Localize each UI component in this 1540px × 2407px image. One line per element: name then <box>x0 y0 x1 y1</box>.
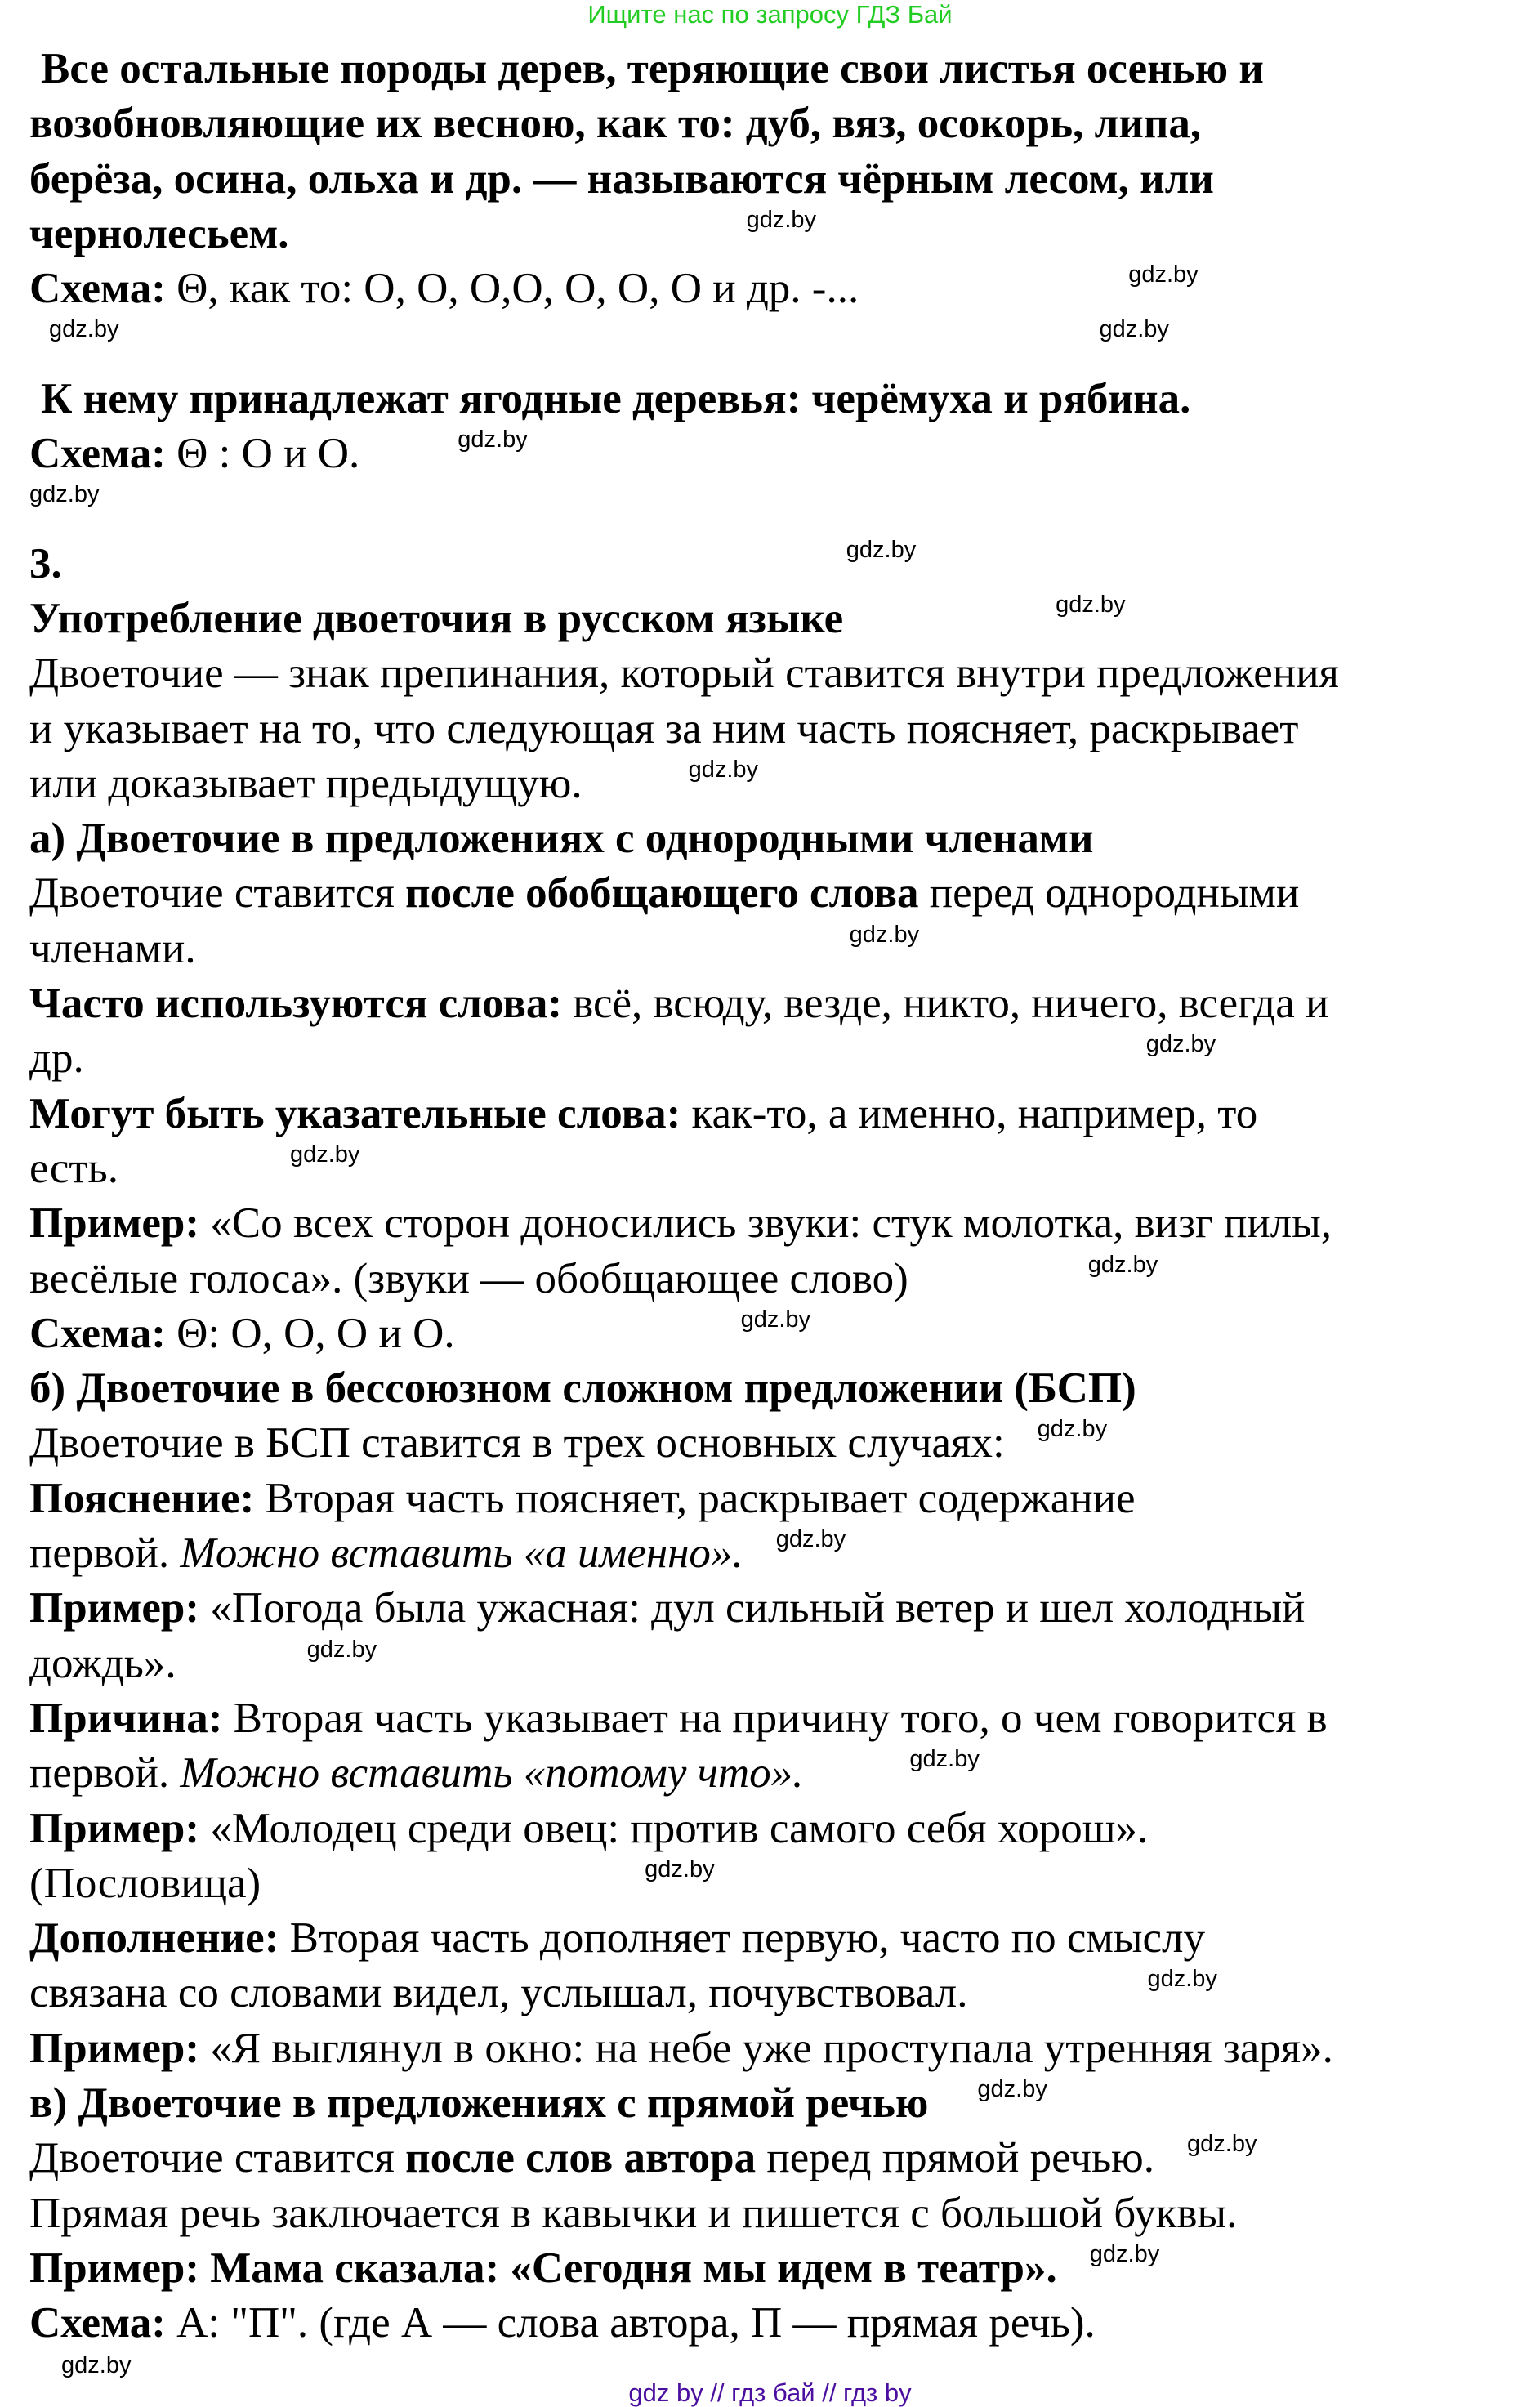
text-line <box>29 1911 1516 1966</box>
watermark: gdz.by <box>746 206 817 233</box>
text: перед однородными <box>918 869 1300 918</box>
text: Вторая часть указывает на причину того, о чем говорится в <box>222 1694 1328 1742</box>
text-line <box>29 1361 1516 1416</box>
text: перед прямой речью. <box>756 2134 1155 2182</box>
bold-text: а) Двоеточие в предложениях с однородными членами <box>29 815 1094 863</box>
text: Θ: О, О, О и О. <box>165 1309 455 1357</box>
watermark: gdz.by <box>849 921 920 948</box>
bold-text: б) Двоеточие в бессоюзном сложном предложении (БСП) <box>29 1364 1136 1413</box>
text-line <box>29 2131 1516 2186</box>
bold-text: возобновляющие их весною, как то: дуб, вяз, осокорь, липа, <box>29 100 1202 148</box>
watermark: gdz.by <box>1145 1031 1216 1058</box>
bold-text: Схема: <box>29 265 177 313</box>
text-line <box>29 1196 1516 1251</box>
text-line <box>29 866 1516 921</box>
text-line <box>29 702 1516 757</box>
text: «Молодец среди овец: против самого себя хорош». <box>199 1804 1149 1852</box>
text-line <box>29 2021 1516 2076</box>
text: Двоеточие в БСП ставится в трех основных случаях: <box>29 1419 1005 1467</box>
bold-text: Схема: <box>29 2299 166 2347</box>
text-line <box>29 261 1516 316</box>
text-line <box>29 2296 1516 2351</box>
bold-text: Пример: <box>29 1804 199 1852</box>
text-line <box>29 1856 1516 1911</box>
text-line <box>29 2076 1516 2131</box>
text: всё, всюду, везде, никто, ничего, всегда и <box>562 980 1329 1028</box>
text-line <box>29 96 1516 151</box>
bold-text: Пояснение: <box>29 1474 255 1522</box>
text-line <box>29 1581 1516 1636</box>
text-line <box>29 976 1516 1031</box>
text: А: "П". (где А — слова автора, П — прямая речь). <box>165 2299 1096 2347</box>
text: весёлые голоса». (звуки — обобщающее слово) <box>29 1254 908 1302</box>
text-line <box>29 2241 1516 2296</box>
bold-text: после обобщающего слова <box>405 869 919 918</box>
text: Θ : О и О. <box>176 430 360 478</box>
blank-line <box>29 316 1516 371</box>
bold-text: чернолесьем. <box>29 209 289 257</box>
bold-text: Причина: <box>29 1694 223 1742</box>
watermark: gdz.by <box>1099 316 1169 343</box>
watermark: gdz.by <box>1128 261 1199 288</box>
text: первой. <box>29 1529 181 1578</box>
watermark: gdz.by <box>909 1746 980 1773</box>
watermark: gdz.by <box>289 1141 360 1168</box>
document-body <box>29 42 1516 2351</box>
watermark: gdz.by <box>688 756 759 783</box>
text-line <box>29 1471 1516 1526</box>
text-line <box>29 372 1516 426</box>
text: дождь». <box>29 1639 176 1687</box>
bold-text: Употребление двоеточия в русском языке <box>29 594 844 642</box>
watermark: gdz.by <box>306 1636 377 1663</box>
text-line <box>29 757 1516 811</box>
text-line <box>29 1691 1516 1746</box>
text-line <box>29 426 1516 481</box>
text-line <box>29 42 1516 96</box>
text-line <box>29 646 1516 701</box>
watermark: gdz.by <box>1087 1251 1158 1278</box>
text-line <box>29 1252 1516 1306</box>
watermark: gdz.by <box>1187 2131 1257 2158</box>
text-line <box>29 1306 1516 1361</box>
text: связана со словами видел, услышал, почувствовал. <box>29 1969 968 2017</box>
text: др. <box>29 1034 84 1083</box>
text: Двоеточие ставится <box>29 2134 406 2182</box>
watermark: gdz.by <box>458 426 528 453</box>
text: (Пословица) <box>29 1859 261 1907</box>
text-line <box>29 1746 1516 1801</box>
text: членами. <box>29 924 196 972</box>
watermark: gdz.by <box>29 481 100 508</box>
blank-line <box>29 481 1516 536</box>
watermark: gdz.by <box>49 316 119 343</box>
text: Двоеточие ставится <box>29 869 406 918</box>
text-line <box>29 1416 1516 1471</box>
watermark: gdz.by <box>61 2352 132 2378</box>
bold-text: 3. <box>29 539 62 587</box>
text: и указывает на то, что следующая за ним часть поясняет, раскрывает <box>29 704 1299 752</box>
bold-text: Схема: <box>29 430 177 478</box>
italic-text: Можно вставить «потому что». <box>180 1749 804 1797</box>
bold-text: Пример: <box>29 1199 199 1248</box>
bold-text: Дополнение: <box>29 1914 279 1963</box>
text: первой. <box>29 1749 181 1797</box>
bold-text: берёза, осина, ольха и др. — называются чёрным лесом, или <box>29 154 1214 203</box>
bold-text: Пример: <box>29 1584 199 1632</box>
watermark: gdz.by <box>846 536 917 563</box>
text-line <box>29 2186 1516 2241</box>
watermark: gdz.by <box>1089 2240 1160 2267</box>
text: «Со всех сторон доносились звуки: стук молотка, визг пилы, <box>199 1199 1332 1248</box>
bold-text: в) Двоеточие в предложениях с прямой речью <box>29 2079 929 2127</box>
bold-text: Часто используются слова: <box>29 980 562 1028</box>
watermark: gdz.by <box>1037 1416 1108 1443</box>
watermark: gdz.by <box>977 2075 1047 2102</box>
text: Двоеточие — знак препинания, который ставится внутри предложения <box>29 650 1339 698</box>
bold-text: К нему принадлежат ягодные деревья: черёмуха и рябина. <box>41 374 1191 422</box>
text-line <box>29 1087 1516 1141</box>
bold-text: Все остальные породы дерев, теряющие свои листья осенью и <box>41 45 1264 92</box>
text: есть. <box>29 1144 118 1192</box>
bold-text: Схема: <box>29 1309 166 1357</box>
bold-text: Пример: <box>29 2024 199 2072</box>
text-line <box>29 207 1516 261</box>
text-line <box>29 152 1516 207</box>
text: Вторая часть поясняет, раскрывает содержание <box>254 1474 1136 1522</box>
text: «Я выглянул в окно: на небе уже проступала утренняя заря». <box>199 2024 1333 2072</box>
text-line <box>29 592 1516 646</box>
bold-text: Могут быть указательные слова: <box>29 1089 681 1137</box>
bold-text: Пример: Мама сказала: «Сегодня мы идем в театр». <box>29 2244 1057 2292</box>
search-banner: Ищите нас по запросу ГДЗ Бай <box>587 0 953 29</box>
text: Вторая часть дополняет первую, часто по смыслу <box>279 1914 1205 1963</box>
text: «Погода была ужасная: дул сильный ветер и шел холодный <box>199 1584 1306 1632</box>
text-line <box>29 1141 1516 1196</box>
text-line <box>29 537 1516 592</box>
watermark: gdz.by <box>775 1526 846 1553</box>
text: Θ, как то: О, О, О,О, О, О, О и др. -... <box>176 265 859 313</box>
text: как-то, а именно, например, то <box>681 1089 1258 1137</box>
watermark: gdz.by <box>645 1855 715 1882</box>
text-line <box>29 1637 1516 1691</box>
text: или доказывает предыдущую. <box>29 759 583 807</box>
text-line <box>29 1966 1516 2021</box>
watermark: gdz.by <box>1056 591 1126 618</box>
text-line <box>29 1802 1516 1856</box>
bold-text: после слов автора <box>405 2134 757 2182</box>
footer-banner: gdz by // гдз бай // гдз by <box>628 2378 912 2407</box>
watermark: gdz.by <box>1147 1966 1217 1993</box>
italic-text: Можно вставить «а именно». <box>180 1529 743 1578</box>
text-line <box>29 1031 1516 1086</box>
text-line <box>29 922 1516 976</box>
text-line <box>29 1526 1516 1581</box>
text: Прямая речь заключается в кавычки и пишется с большой буквы. <box>29 2189 1238 2237</box>
watermark: gdz.by <box>740 1306 811 1333</box>
text-line <box>29 811 1516 866</box>
